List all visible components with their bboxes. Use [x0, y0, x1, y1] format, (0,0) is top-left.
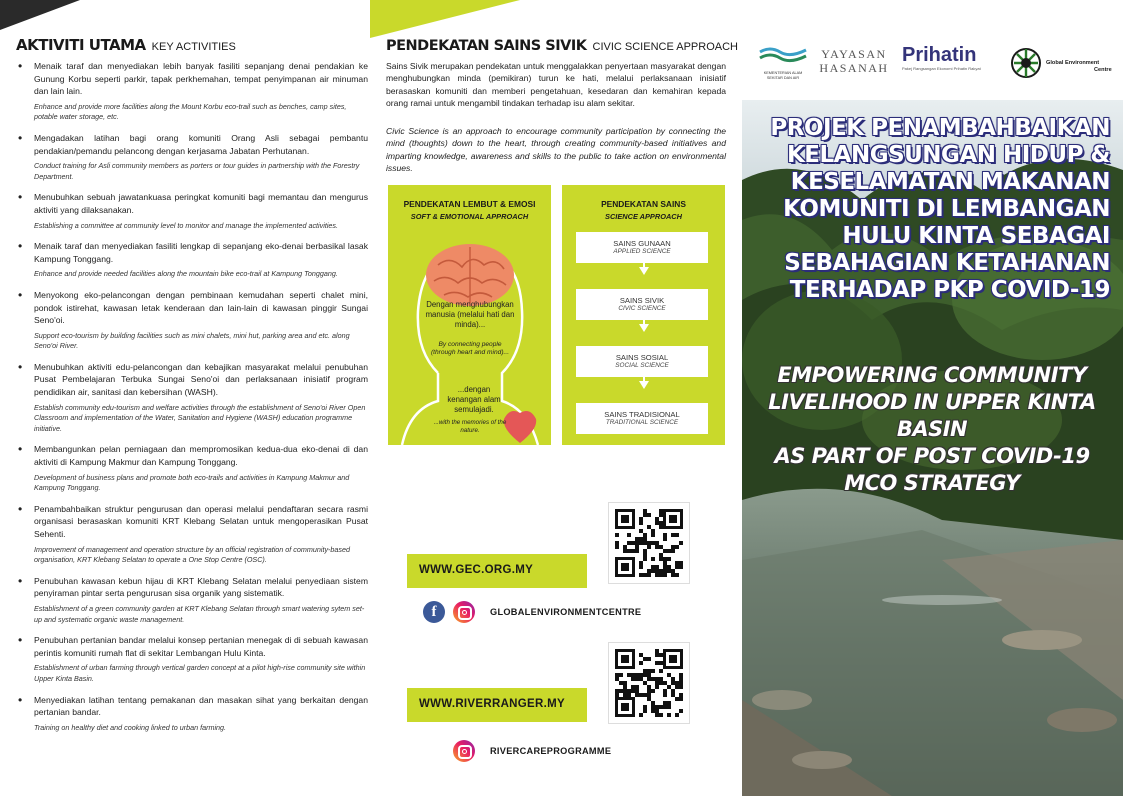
science-approach-subtitle: SCIENCE APPROACH: [605, 212, 682, 221]
gec-logo: [1010, 45, 1120, 81]
yayasan-line2: HASANAH: [819, 61, 889, 75]
qr-code-riverranger: [608, 642, 690, 724]
title-line: TERHADAP PKP COVID-19: [789, 277, 1110, 303]
instagram-icon[interactable]: [453, 601, 475, 623]
activity-item: [14, 634, 368, 684]
mind-text-ms: Dengan menghubungkan manusia (melalui hati dan minda)...: [425, 300, 515, 329]
subtitle-text: CIVIC SCIENCE APPROACH: [592, 41, 738, 53]
science-step: [576, 289, 708, 320]
gec-line2: Centre: [1094, 67, 1112, 73]
arrow-down-icon: [639, 381, 649, 389]
title-en-line: AS PART OF POST COVID-19: [774, 444, 1090, 468]
activity-text-en: Conduct training for Asli community members as porters or tour guides in partnership with the Forestry Department.: [34, 161, 360, 181]
step-sublabel: SOCIAL SCIENCE: [615, 362, 669, 369]
civic-science-panel: [370, 0, 742, 796]
facebook-icon[interactable]: f: [423, 601, 445, 623]
science-approach-title: PENDEKATAN SAINS: [601, 199, 686, 209]
website-link-gec[interactable]: [407, 554, 587, 588]
title-line: HULU KINTA SEBAGAI: [842, 223, 1110, 249]
title-line: KELANGSUNGAN HIDUP &: [786, 142, 1110, 168]
social-handle-gec[interactable]: GLOBALENVIRONMENTCENTRE: [490, 607, 642, 617]
title-line: PROJEK PENAMBAHBAIKAN: [770, 115, 1110, 141]
activity-item: [14, 132, 368, 182]
activity-item: [14, 694, 368, 734]
prihatin-subtext: Pakej Rangsangan Ekonomi Prihatin Rakyat: [902, 66, 981, 71]
arrow-down-icon: [639, 267, 649, 275]
ministry-name: KEMENTERIAN ALAM SEKITAR DAN AIR: [763, 71, 803, 80]
activity-text-ms: • Menubuhkan sebuah jawatankuasa peringkat komuniti bagi memantau dan mengurus aktiviti yang dilaksanakan.: [34, 192, 368, 215]
title-line: SEBAHAGIAN KETAHANAN: [784, 250, 1110, 276]
step-sublabel: CIVIC SCIENCE: [618, 305, 666, 312]
activity-item: [14, 361, 368, 435]
science-step: [576, 346, 708, 377]
instagram-icon[interactable]: [453, 740, 475, 762]
gec-line1: Global Environment: [1046, 60, 1100, 66]
activity-text-en: Establishing a committee at community level to monitor and manage the implemented activities.: [34, 220, 339, 230]
activity-text-en: Support eco-tourism by building facilities such as mini chalets, mini hut, parking area and etc. along Seno'oi River.: [34, 330, 350, 351]
project-title-en: [758, 362, 1106, 497]
title-text: AKTIVITI UTAMA: [16, 36, 146, 54]
arrow-down-icon: [639, 324, 649, 332]
activity-text-ms: • Mengadakan latihan bagi orang komuniti Orang Asli sebagai pembantu pendakian/pemandu pelancong dengan kerjasama Jabatan Perhutanan.: [34, 132, 368, 156]
activity-text-ms: • Menaik taraf dan menyediakan fasiliti lengkap di sepanjang eko-denai berbasikal lasak Kampung Tonggang.: [34, 241, 368, 264]
activity-text-ms: • Menubuhkan aktiviti edu-pelancongan dan kebajikan masyarakat melalui penubuhan Pusat Pembelajaran Terbuka Sungai Seno'oi dan perlaksanaan inisiatif program pendidikan air, sanitasi dan kebersihan (WASH).: [34, 361, 368, 398]
title-en-line: MCO STRATEGY: [844, 471, 1020, 495]
cover-panel: [742, 0, 1123, 796]
yayasan-line1: YAYASAN: [821, 47, 887, 61]
qr-code-gec: [608, 502, 690, 584]
activity-text-ms: • Penambahbaikan struktur pengurusan dan operasi melalui pendaftaran secara rasmi organisasi berasaskan komuniti KRT Klebang Selatan untuk mengoperasikan Pusat Sehenti.: [34, 503, 368, 539]
nature-text-en: ...with the memories of the nature.: [433, 419, 507, 434]
step-label: SAINS SIVIK: [619, 296, 665, 305]
activity-item: [14, 443, 368, 493]
title-en-line: LIVELIHOOD IN UPPER KINTA BASIN: [768, 390, 1096, 441]
step-sublabel: APPLIED SCIENCE: [613, 248, 671, 255]
prihatin-logo: [902, 44, 997, 71]
activity-item: [14, 575, 368, 625]
activity-item: [14, 240, 368, 280]
activity-text-en: Establishment of urban farming through vertical garden concept at a pilot high-rise community site within Upper Kinta Basin.: [34, 663, 366, 683]
science-step: [576, 232, 708, 263]
soft-approach-subtitle: SOFT & EMOTIONAL APPROACH: [410, 212, 529, 221]
wave-icon: [758, 44, 808, 66]
corner-accent: [370, 0, 520, 38]
science-step: [576, 403, 708, 434]
activity-item: [14, 503, 368, 566]
title-text: PENDEKATAN SAINS SIVIK: [386, 38, 587, 54]
sponsor-logos: [742, 0, 1123, 100]
activity-text-en: Enhance and provide needed facilities along the mountain bike eco-trail at Kampung Tonggang.: [34, 269, 338, 279]
intro-paragraph-ms: Sains Sivik merupakan pendekatan untuk menggalakkan penyertaan masyarakat dengan menghubungkan minda (pemikiran) turun ke hati, melalui perlaksanaan inisiatif berasaskan komuniti dan memberi pengetahuan, kesedaran dan kemahiran kepada orang ramai untuk mengambil tindakan terhadap isu alam sekitar.: [386, 61, 726, 109]
science-approach-box: [562, 185, 725, 445]
activity-item: [14, 191, 368, 231]
step-label: SAINS TRADISIONAL: [604, 410, 680, 419]
activity-text-en: Training on healthy diet and cooking linked to urban farming.: [34, 722, 227, 732]
activity-text-ms: • Penubuhan kawasan kebun hijau di KRT Klebang Selatan melalui penyediaan sistem penyiraman pintar serta pengurusan sisa organik yang sistematik.: [34, 575, 368, 599]
website-link-riverranger[interactable]: [407, 688, 587, 722]
ministry-logo: [758, 44, 808, 80]
social-handle-rivercare[interactable]: RIVERCAREPROGRAMME: [490, 746, 612, 756]
activity-text-en: Improvement of management and operation structure by an official registration of community-based organisation, KRT Klebang Selatan to operate a One Stop Centre (OSC).: [34, 544, 351, 565]
section-title: [386, 38, 738, 54]
mind-text-en: By connecting people (through heart and mind)...: [430, 341, 510, 357]
title-en-line: EMPOWERING COMMUNITY: [777, 363, 1087, 387]
activity-text-ms: • Membangunkan pelan perniagaan dan mempromosikan kedua-dua eko-denai di dan aktiviti di Kampung Makmur dan Kampung Tonggang.: [34, 444, 368, 468]
activity-item: [14, 289, 368, 352]
activity-text-en: Development of business plans and promote both eco-trails and activities in Kampung Makmur and Kampung Tonggang.: [34, 472, 350, 493]
step-label: SAINS GUNAAN: [613, 239, 671, 248]
step-label: SAINS SOSIAL: [615, 353, 669, 362]
prihatin-text: Prihatin: [902, 44, 977, 66]
activity-text-ms: • Menaik taraf dan menyediakan lebih banyak fasiliti sepanjang denai pendakian ke Gunung Korbu seperti parkir, tapak perkhemahan, tempat penyimpanan air minuman dan lain lain.: [34, 61, 368, 97]
corner-accent: [0, 0, 80, 30]
activity-text-en: Establish community edu-tourism and welfare activities through the establishment of Seno'oi River Open Classroom and implementation of the Water, Sanitation and Hygiene (WASH) education programme initiative.: [34, 402, 366, 433]
activity-text-en: Establishment of a green community garden at KRT Klebang Selatan through smart watering sytem set-up and systematic organic waste management.: [34, 603, 365, 624]
activity-text-en: Enhance and provide more facilities along the Mount Korbu eco-trail such as benches, camp sites, potable water storage, etc.: [34, 101, 347, 122]
yayasan-hasanah-logo: [818, 47, 890, 75]
activity-item: [14, 60, 368, 123]
title-line: KOMUNITI DI LEMBANGAN: [783, 196, 1110, 222]
subtitle-text: KEY ACTIVITIES: [151, 41, 236, 53]
soft-approach-title: PENDEKATAN LEMBUT & EMOSI: [403, 199, 536, 209]
soft-approach-box: [388, 185, 551, 445]
activity-text-ms: • Menyediakan latihan tentang pemakanan dan masakan sihat yang berkaitan dengan pertanian bandar.: [34, 694, 368, 718]
website-text[interactable]: WWW.RIVERRANGER.MY: [419, 698, 565, 710]
nature-text-ms: ...dengan kenangan alam semulajadi.: [447, 385, 501, 414]
step-sublabel: TRADITIONAL SCIENCE: [605, 419, 679, 426]
title-line: KESELAMATAN MAKANAN: [790, 169, 1110, 195]
intro-paragraph-en: Civic Science is an approach to encourage community participation by connecting the mind (thoughts) down to the heart, through creating community-based initiatives and imparting knowledge, awareness and skills to the public to take action on environmental issues.: [386, 126, 726, 174]
key-activities-panel: [0, 0, 370, 796]
project-title-ms: [762, 115, 1110, 304]
activities-list: [14, 60, 368, 742]
activity-text-ms: • Menyokong eko-pelancongan dengan pembinaan kemudahan seperti chalet mini, pondok istirehat, kawasan letak kenderaan dan lain-lain di kawasan pinggir Sungai Seno'oi.: [34, 289, 368, 326]
website-text[interactable]: WWW.GEC.ORG.MY: [419, 564, 534, 576]
activity-text-ms: • Penubuhan pertanian bandar melalui konsep pertanian menegak di di sebuah kawasan perintis komuniti rumah flat di sekitar Lembangan Hulu Kinta.: [34, 635, 368, 658]
section-title: [16, 36, 236, 54]
globe-icon: [1010, 47, 1042, 79]
